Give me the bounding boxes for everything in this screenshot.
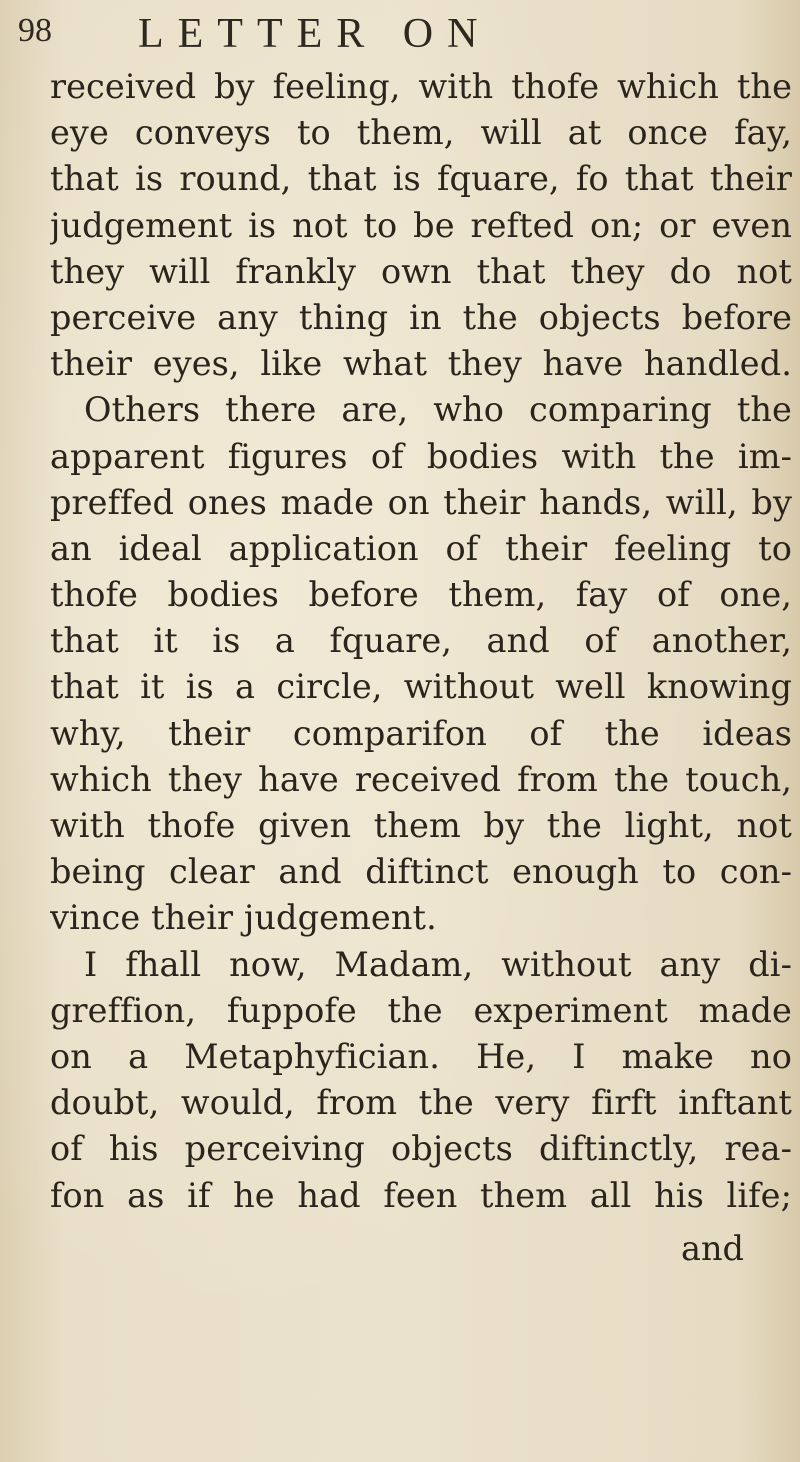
- running-head: [18, 10, 780, 62]
- text-line: preffed ones made on their hands, will, by: [50, 482, 792, 522]
- text-line: they will frankly own that they do not: [50, 251, 792, 291]
- running-title: LETTER ON: [138, 11, 492, 57]
- text-line: I fhall now, Madam, without any di-: [84, 944, 792, 984]
- text-line: greffion, fuppofe the experiment made: [50, 990, 792, 1030]
- text-line: judgement is not to be refted on; or even: [50, 205, 792, 245]
- text-line: eye conveys to them, will at once fay,: [50, 113, 792, 153]
- text-line: fon as if he had feen them all his life;: [50, 1175, 792, 1215]
- text-line: why, their comparifon of the ideas: [50, 713, 792, 753]
- text-line: Others there are, who comparing the: [84, 390, 792, 430]
- page-number: 98: [18, 12, 52, 49]
- text-line: received by feeling, with thofe which the: [50, 67, 792, 106]
- text-line: with thofe given them by the light, not: [50, 806, 792, 845]
- text-line: apparent figures of bodies with the im-: [50, 436, 792, 476]
- body-text: [50, 64, 792, 1219]
- text-line: that is round, that is fquare, fo that their: [50, 159, 792, 199]
- text-line: doubt, would, from the very firft inftant: [50, 1083, 792, 1123]
- text-line: that it is a circle, without well knowing: [50, 667, 792, 707]
- text-line: of his perceiving objects diftinctly, rea-: [50, 1129, 792, 1169]
- text-line: an ideal application of their feeling to: [50, 528, 792, 568]
- text-line: that it is a fquare, and of another,: [50, 621, 792, 661]
- text-line: thofe bodies before them, fay of one,: [50, 575, 792, 615]
- text-line: being clear and diftinct enough to con-: [50, 852, 792, 892]
- catchword: and: [681, 1229, 744, 1268]
- text-line: which they have received from the touch,: [50, 759, 792, 799]
- text-line: on a Metaphyfician. He, I make no: [50, 1036, 792, 1076]
- text-line: their eyes, like what they have handled.: [50, 344, 792, 384]
- text-line: perceive any thing in the objects before: [50, 297, 792, 337]
- text-line: vince their judgement.: [50, 898, 437, 938]
